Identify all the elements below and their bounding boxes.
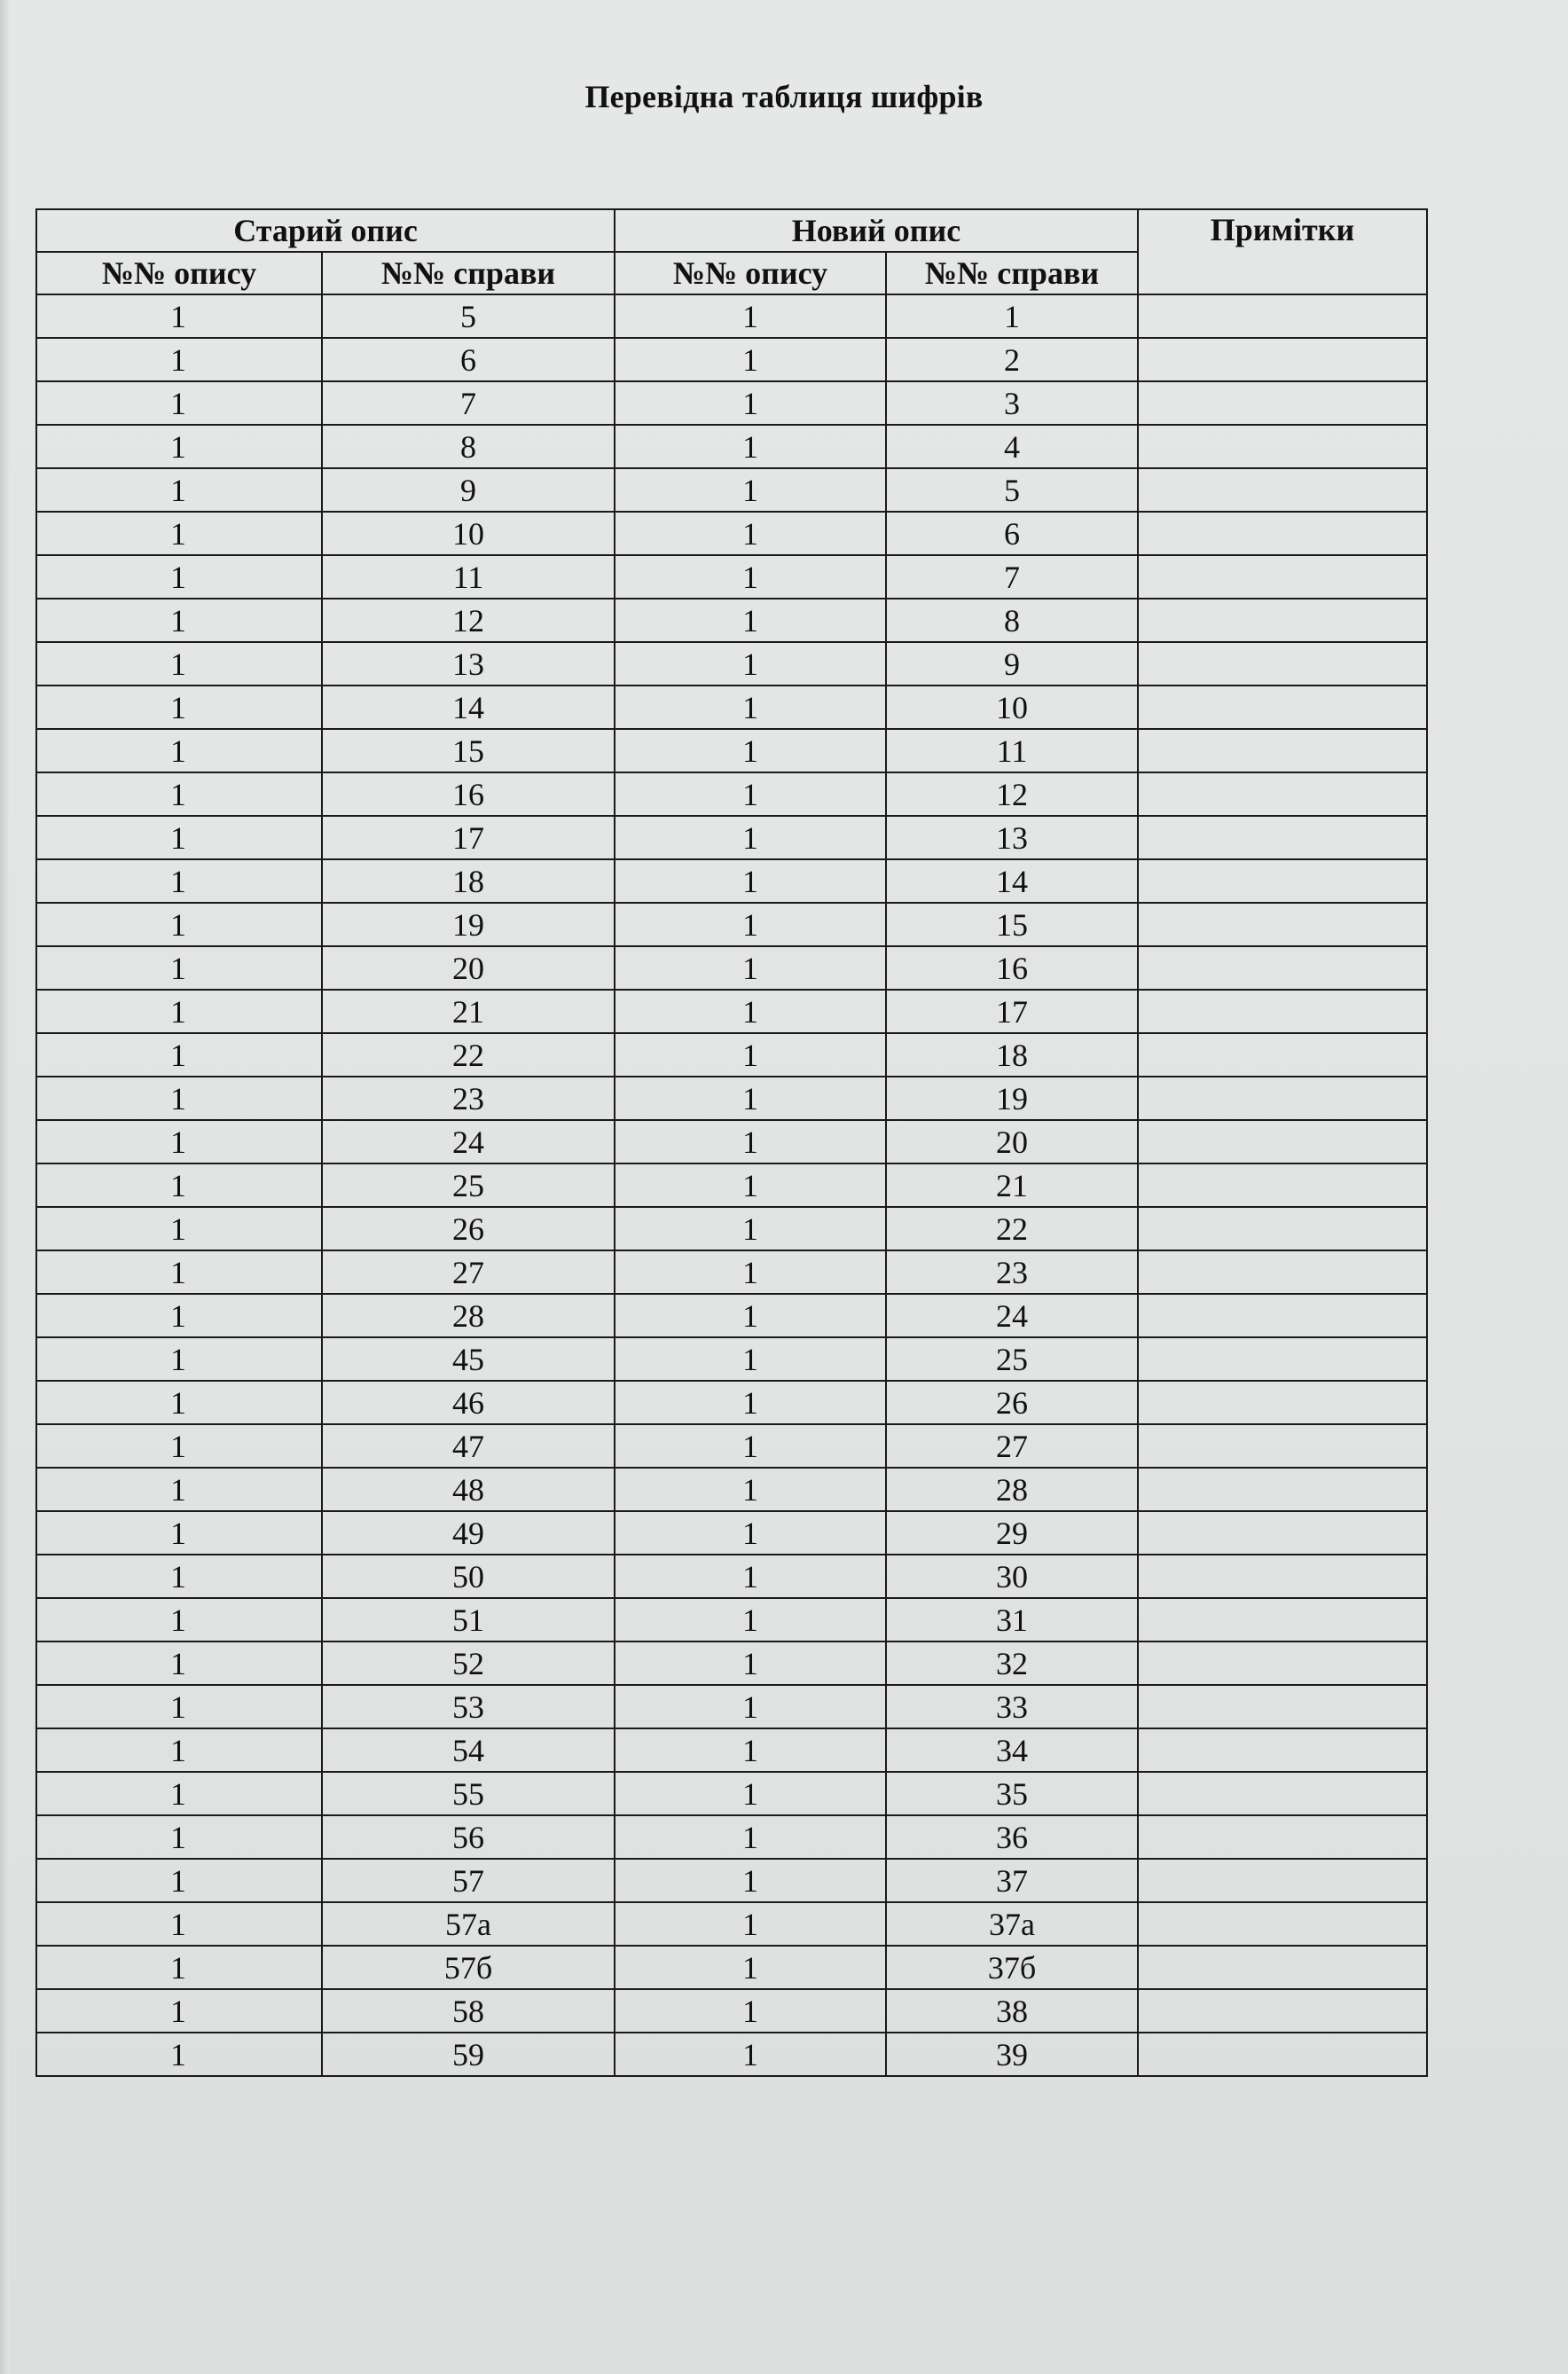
cell-notes [1138, 555, 1427, 599]
cell-new-sprava: 30 [886, 1555, 1138, 1598]
cell-new-sprava: 27 [886, 1424, 1138, 1468]
cell-old-sprava: 22 [322, 1033, 615, 1077]
cell-new-sprava: 35 [886, 1772, 1138, 1815]
table-row [36, 1033, 1427, 1077]
table-row [36, 1728, 1427, 1772]
cell-new-opys: 1 [615, 1641, 886, 1685]
cell-old-sprava: 27 [322, 1250, 615, 1294]
table-row [36, 468, 1427, 512]
cell-notes [1138, 599, 1427, 642]
cell-old-opys: 1 [36, 1294, 322, 1337]
cell-new-sprava: 26 [886, 1381, 1138, 1424]
cell-notes [1138, 1381, 1427, 1424]
cell-old-opys: 1 [36, 1859, 322, 1902]
cell-notes [1138, 1207, 1427, 1250]
cell-new-sprava: 1 [886, 294, 1138, 338]
cell-old-sprava: 52 [322, 1641, 615, 1685]
table-row [36, 1555, 1427, 1598]
cell-new-sprava: 12 [886, 772, 1138, 816]
cell-notes [1138, 1902, 1427, 1946]
cell-notes [1138, 338, 1427, 381]
cell-old-sprava: 15 [322, 729, 615, 772]
cell-old-sprava: 53 [322, 1685, 615, 1728]
table-row [36, 729, 1427, 772]
cell-old-opys: 1 [36, 1946, 322, 1989]
cell-new-opys: 1 [615, 1077, 886, 1120]
cell-new-sprava: 33 [886, 1685, 1138, 1728]
cell-new-sprava: 9 [886, 642, 1138, 686]
header-old-sprava: №№ справи [322, 252, 615, 294]
cell-old-opys: 1 [36, 1511, 322, 1555]
cell-old-sprava: 57а [322, 1902, 615, 1946]
table-row [36, 772, 1427, 816]
cell-new-opys: 1 [615, 859, 886, 903]
cell-new-opys: 1 [615, 642, 886, 686]
table-row [36, 1381, 1427, 1424]
cell-old-opys: 1 [36, 816, 322, 859]
cell-new-sprava: 38 [886, 1989, 1138, 2033]
cell-old-sprava: 24 [322, 1120, 615, 1163]
cell-new-opys: 1 [615, 946, 886, 990]
cell-new-opys: 1 [615, 1902, 886, 1946]
cell-new-sprava: 19 [886, 1077, 1138, 1120]
cell-notes [1138, 642, 1427, 686]
table-row [36, 1250, 1427, 1294]
cell-old-opys: 1 [36, 1685, 322, 1728]
cell-new-opys: 1 [615, 1337, 886, 1381]
cell-new-sprava: 20 [886, 1120, 1138, 1163]
cell-new-sprava: 11 [886, 729, 1138, 772]
cell-old-opys: 1 [36, 599, 322, 642]
cell-new-sprava: 7 [886, 555, 1138, 599]
cell-notes [1138, 1163, 1427, 1207]
cell-new-sprava: 4 [886, 425, 1138, 468]
cell-notes [1138, 859, 1427, 903]
table-row [36, 1598, 1427, 1641]
cell-notes [1138, 1815, 1427, 1859]
cell-old-sprava: 56 [322, 1815, 615, 1859]
cell-notes [1138, 1685, 1427, 1728]
cell-old-opys: 1 [36, 1815, 322, 1859]
cell-old-opys: 1 [36, 1120, 322, 1163]
cell-new-opys: 1 [615, 1598, 886, 1641]
cell-notes [1138, 903, 1427, 946]
cell-new-opys: 1 [615, 1250, 886, 1294]
cell-old-opys: 1 [36, 1337, 322, 1381]
cell-old-opys: 1 [36, 1250, 322, 1294]
cell-notes [1138, 686, 1427, 729]
cell-notes [1138, 729, 1427, 772]
cell-old-opys: 1 [36, 772, 322, 816]
cell-new-sprava: 28 [886, 1468, 1138, 1511]
cell-notes [1138, 512, 1427, 555]
cell-new-opys: 1 [615, 468, 886, 512]
table-row [36, 1772, 1427, 1815]
cell-new-sprava: 23 [886, 1250, 1138, 1294]
cell-old-opys: 1 [36, 425, 322, 468]
cell-new-sprava: 37а [886, 1902, 1138, 1946]
cell-old-opys: 1 [36, 1424, 322, 1468]
cell-old-sprava: 55 [322, 1772, 615, 1815]
cell-new-sprava: 2 [886, 338, 1138, 381]
cell-new-opys: 1 [615, 1728, 886, 1772]
cell-new-sprava: 25 [886, 1337, 1138, 1381]
cell-old-opys: 1 [36, 1555, 322, 1598]
cell-new-sprava: 17 [886, 990, 1138, 1033]
table-row [36, 990, 1427, 1033]
table-row [36, 338, 1427, 381]
cell-old-opys: 1 [36, 1381, 322, 1424]
cell-notes [1138, 294, 1427, 338]
table-row [36, 294, 1427, 338]
cell-notes [1138, 1250, 1427, 1294]
cell-notes [1138, 946, 1427, 990]
cell-new-opys: 1 [615, 1424, 886, 1468]
cell-new-sprava: 6 [886, 512, 1138, 555]
cell-new-opys: 1 [615, 338, 886, 381]
table-row [36, 1946, 1427, 1989]
cell-notes [1138, 1033, 1427, 1077]
cell-new-opys: 1 [615, 1511, 886, 1555]
cell-notes [1138, 1337, 1427, 1381]
table-row [36, 686, 1427, 729]
cell-new-sprava: 18 [886, 1033, 1138, 1077]
cell-notes [1138, 468, 1427, 512]
table-row [36, 599, 1427, 642]
cell-old-opys: 1 [36, 686, 322, 729]
cell-new-sprava: 8 [886, 599, 1138, 642]
cell-old-sprava: 46 [322, 1381, 615, 1424]
cell-old-opys: 1 [36, 1902, 322, 1946]
cell-old-opys: 1 [36, 555, 322, 599]
cell-new-opys: 1 [615, 729, 886, 772]
cell-old-opys: 1 [36, 1077, 322, 1120]
header-new-inventory: Новий опис [615, 209, 1138, 252]
cell-old-sprava: 47 [322, 1424, 615, 1468]
cell-new-opys: 1 [615, 686, 886, 729]
table-row [36, 1337, 1427, 1381]
table-row [36, 512, 1427, 555]
cell-old-sprava: 6 [322, 338, 615, 381]
cell-new-opys: 1 [615, 555, 886, 599]
cell-notes [1138, 816, 1427, 859]
page-title: Перевідна таблиця шифрів [584, 79, 984, 114]
table-row [36, 425, 1427, 468]
cell-new-opys: 1 [615, 990, 886, 1033]
cell-old-opys: 1 [36, 642, 322, 686]
cell-old-sprava: 50 [322, 1555, 615, 1598]
cell-old-opys: 1 [36, 1989, 322, 2033]
cell-notes [1138, 1641, 1427, 1685]
cell-new-sprava: 14 [886, 859, 1138, 903]
cell-old-sprava: 26 [322, 1207, 615, 1250]
cell-old-opys: 1 [36, 903, 322, 946]
cell-new-sprava: 3 [886, 381, 1138, 425]
cell-new-opys: 1 [615, 816, 886, 859]
cell-new-opys: 1 [615, 1163, 886, 1207]
table-row [36, 1859, 1427, 1902]
header-notes [1138, 209, 1427, 294]
cell-old-sprava: 48 [322, 1468, 615, 1511]
cell-old-sprava: 45 [322, 1337, 615, 1381]
table-row [36, 642, 1427, 686]
cell-old-opys: 1 [36, 338, 322, 381]
table-row [36, 1120, 1427, 1163]
cell-notes [1138, 990, 1427, 1033]
table-row [36, 1641, 1427, 1685]
cell-notes [1138, 381, 1427, 425]
cell-notes [1138, 1468, 1427, 1511]
cell-new-opys: 1 [615, 1989, 886, 2033]
cell-notes [1138, 1989, 1427, 2033]
cell-old-opys: 1 [36, 990, 322, 1033]
table-row [36, 859, 1427, 903]
cell-new-opys: 1 [615, 1555, 886, 1598]
cell-old-opys: 1 [36, 381, 322, 425]
cell-new-sprava: 39 [886, 2033, 1138, 2076]
cell-old-sprava: 14 [322, 686, 615, 729]
cell-new-opys: 1 [615, 1207, 886, 1250]
cell-old-opys: 1 [36, 1772, 322, 1815]
table-row [36, 1294, 1427, 1337]
cell-new-opys: 1 [615, 512, 886, 555]
table-row [36, 816, 1427, 859]
cell-new-sprava: 32 [886, 1641, 1138, 1685]
cell-notes [1138, 1728, 1427, 1772]
header-new-opys: №№ опису [615, 252, 886, 294]
cell-old-opys: 1 [36, 1207, 322, 1250]
cell-old-sprava: 28 [322, 1294, 615, 1337]
cell-old-opys: 1 [36, 2033, 322, 2076]
cell-old-sprava: 16 [322, 772, 615, 816]
cell-old-opys: 1 [36, 468, 322, 512]
cell-notes [1138, 1077, 1427, 1120]
cell-old-sprava: 19 [322, 903, 615, 946]
page-edge-shadow [0, 0, 9, 2374]
table-row [36, 1685, 1427, 1728]
table-header [36, 209, 1427, 294]
cell-new-opys: 1 [615, 1294, 886, 1337]
header-old-opys: №№ опису [36, 252, 322, 294]
cell-new-sprava: 22 [886, 1207, 1138, 1250]
cell-new-opys: 1 [615, 772, 886, 816]
cell-old-sprava: 51 [322, 1598, 615, 1641]
cell-old-sprava: 18 [322, 859, 615, 903]
table-body [36, 294, 1427, 2076]
cell-old-sprava: 7 [322, 381, 615, 425]
cell-notes [1138, 1859, 1427, 1902]
table-row [36, 1989, 1427, 2033]
cell-old-sprava: 54 [322, 1728, 615, 1772]
table-row [36, 1468, 1427, 1511]
cell-new-opys: 1 [615, 1685, 886, 1728]
table-row [36, 1077, 1427, 1120]
cell-new-sprava: 37б [886, 1946, 1138, 1989]
cell-new-opys: 1 [615, 1468, 886, 1511]
cell-old-opys: 1 [36, 859, 322, 903]
cell-old-sprava: 12 [322, 599, 615, 642]
cell-notes [1138, 425, 1427, 468]
cell-old-sprava: 9 [322, 468, 615, 512]
cell-old-opys: 1 [36, 512, 322, 555]
cell-new-opys: 1 [615, 294, 886, 338]
cell-new-sprava: 16 [886, 946, 1138, 990]
cell-old-sprava: 21 [322, 990, 615, 1033]
cell-notes [1138, 1946, 1427, 1989]
cell-old-sprava: 57 [322, 1859, 615, 1902]
cell-new-sprava: 34 [886, 1728, 1138, 1772]
cipher-conversion-table [35, 208, 1428, 2077]
table-row [36, 1207, 1427, 1250]
cell-old-opys: 1 [36, 1728, 322, 1772]
cell-old-sprava: 10 [322, 512, 615, 555]
table-row [36, 555, 1427, 599]
header-notes-label: Примітки [1210, 212, 1355, 247]
cell-new-opys: 1 [615, 1946, 886, 1989]
cell-new-opys: 1 [615, 1815, 886, 1859]
cell-old-sprava: 59 [322, 2033, 615, 2076]
cell-new-sprava: 15 [886, 903, 1138, 946]
cell-notes [1138, 1120, 1427, 1163]
cell-old-sprava: 8 [322, 425, 615, 468]
table-row [36, 2033, 1427, 2076]
cell-notes [1138, 2033, 1427, 2076]
cell-new-opys: 1 [615, 599, 886, 642]
cell-old-opys: 1 [36, 946, 322, 990]
cell-old-sprava: 57б [322, 1946, 615, 1989]
cell-old-opys: 1 [36, 1598, 322, 1641]
table-row [36, 1815, 1427, 1859]
cell-new-opys: 1 [615, 1381, 886, 1424]
cell-new-sprava: 13 [886, 816, 1138, 859]
table-row [36, 1163, 1427, 1207]
cell-new-opys: 1 [615, 1772, 886, 1815]
cell-new-sprava: 10 [886, 686, 1138, 729]
cell-old-sprava: 17 [322, 816, 615, 859]
cell-notes [1138, 1772, 1427, 1815]
header-new-sprava: №№ справи [886, 252, 1138, 294]
cell-new-opys: 1 [615, 1859, 886, 1902]
cell-new-sprava: 37 [886, 1859, 1138, 1902]
table-row [36, 946, 1427, 990]
cell-old-sprava: 58 [322, 1989, 615, 2033]
cell-old-sprava: 25 [322, 1163, 615, 1207]
cell-new-opys: 1 [615, 425, 886, 468]
cell-new-opys: 1 [615, 1033, 886, 1077]
table-row [36, 903, 1427, 946]
cell-new-sprava: 29 [886, 1511, 1138, 1555]
cell-new-sprava: 31 [886, 1598, 1138, 1641]
header-old-inventory: Старий опис [36, 209, 615, 252]
cell-new-opys: 1 [615, 381, 886, 425]
cell-old-opys: 1 [36, 729, 322, 772]
cell-notes [1138, 772, 1427, 816]
cell-old-sprava: 11 [322, 555, 615, 599]
cell-old-sprava: 13 [322, 642, 615, 686]
cell-new-sprava: 21 [886, 1163, 1138, 1207]
table-row [36, 1511, 1427, 1555]
table-row [36, 381, 1427, 425]
table-row [36, 1424, 1427, 1468]
cell-new-opys: 1 [615, 2033, 886, 2076]
cell-notes [1138, 1598, 1427, 1641]
cell-new-opys: 1 [615, 1120, 886, 1163]
cell-old-opys: 1 [36, 1468, 322, 1511]
cell-old-sprava: 49 [322, 1511, 615, 1555]
cell-notes [1138, 1511, 1427, 1555]
cell-new-sprava: 24 [886, 1294, 1138, 1337]
cell-notes [1138, 1555, 1427, 1598]
cell-old-sprava: 23 [322, 1077, 615, 1120]
cell-new-sprava: 36 [886, 1815, 1138, 1859]
cell-new-opys: 1 [615, 903, 886, 946]
cell-new-sprava: 5 [886, 468, 1138, 512]
cell-old-opys: 1 [36, 294, 322, 338]
cell-old-opys: 1 [36, 1033, 322, 1077]
table-row [36, 1902, 1427, 1946]
cell-old-sprava: 20 [322, 946, 615, 990]
cell-notes [1138, 1424, 1427, 1468]
cell-old-sprava: 5 [322, 294, 615, 338]
cell-old-opys: 1 [36, 1641, 322, 1685]
header-group-row [36, 209, 1427, 252]
cell-notes [1138, 1294, 1427, 1337]
cell-old-opys: 1 [36, 1163, 322, 1207]
